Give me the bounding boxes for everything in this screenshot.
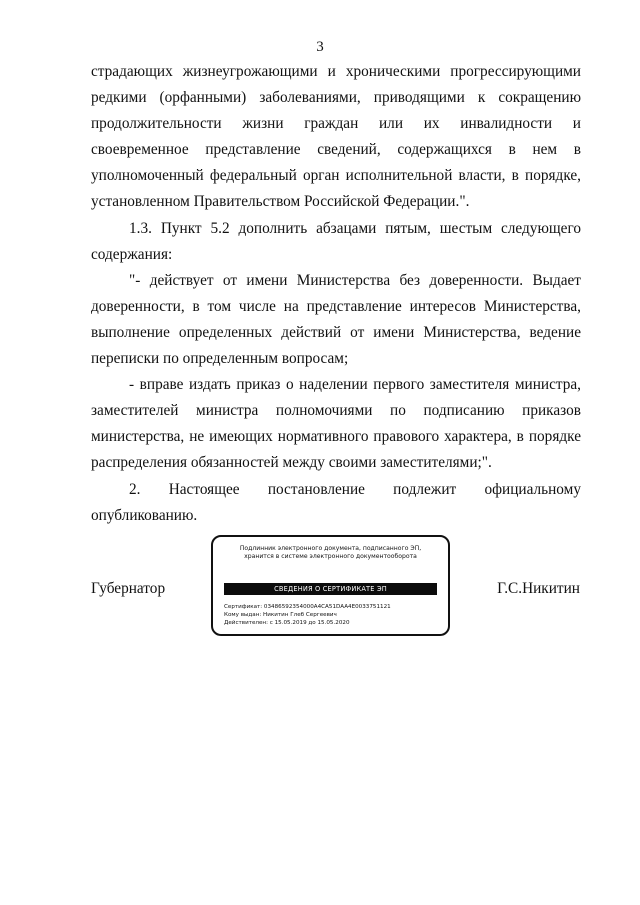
stamp-validity: Действителен: с 15.05.2019 до 15.05.2020	[224, 620, 350, 627]
stamp-owner: Кому выдан: Никитин Глеб Сергеевич	[224, 612, 337, 619]
stamp-details	[224, 603, 442, 628]
stamp-note-line: Подлинник электронного документа, подписанного ЭП,	[239, 545, 422, 552]
signatory-name: Г.С.Никитин	[497, 580, 580, 597]
electronic-signature-stamp	[211, 535, 450, 636]
stamp-note	[213, 545, 448, 562]
stamp-note-line: хранится в системе электронного документооборота	[244, 553, 417, 561]
stamp-title: СВЕДЕНИЯ О СЕРТИФИКАТЕ ЭП	[224, 583, 437, 595]
paragraph-item-1-3: 1.3. Пункт 5.2 дополнить абзацами пятым, шестым следующего содержания:	[91, 219, 581, 263]
paragraph-item-2: 2. Настоящее постановление подлежит официальному опубликованию.	[91, 480, 581, 524]
page-number: 3	[316, 39, 324, 55]
stamp-certificate: Сертификат: 03486592354000A4CA51DAA4E0033751121	[224, 604, 391, 610]
paragraph-continuation: страдающих жизнеугрожающими и хроническими прогрессирующими редкими (орфанными) заболеваниями, приводящими к сокращению продолжительности жизни граждан или их инвалидности и своевременное представление сведений, содержащихся в нем в уполномоченный федеральный орган исполнительной власти, в порядке, установленном Правительством Российской Федерации.".	[91, 63, 581, 211]
document-body	[91, 59, 581, 529]
signatory-position: Губернатор	[91, 580, 166, 597]
paragraph-quote-second: - вправе издать приказ о наделении первого заместителя министра, заместителей министра полномочиями по подписанию приказов министерства, не имеющих нормативного правового характера, в порядке распределения обязанностей между своими заместителями;".	[91, 376, 581, 472]
paragraph-quote-first: "- действует от имени Министерства без доверенности. Выдает доверенности, в том числе на представление интересов Министерства, выполнение определенных действий от имени Министерства, ведение переписки по определенным вопросам;	[91, 271, 581, 368]
